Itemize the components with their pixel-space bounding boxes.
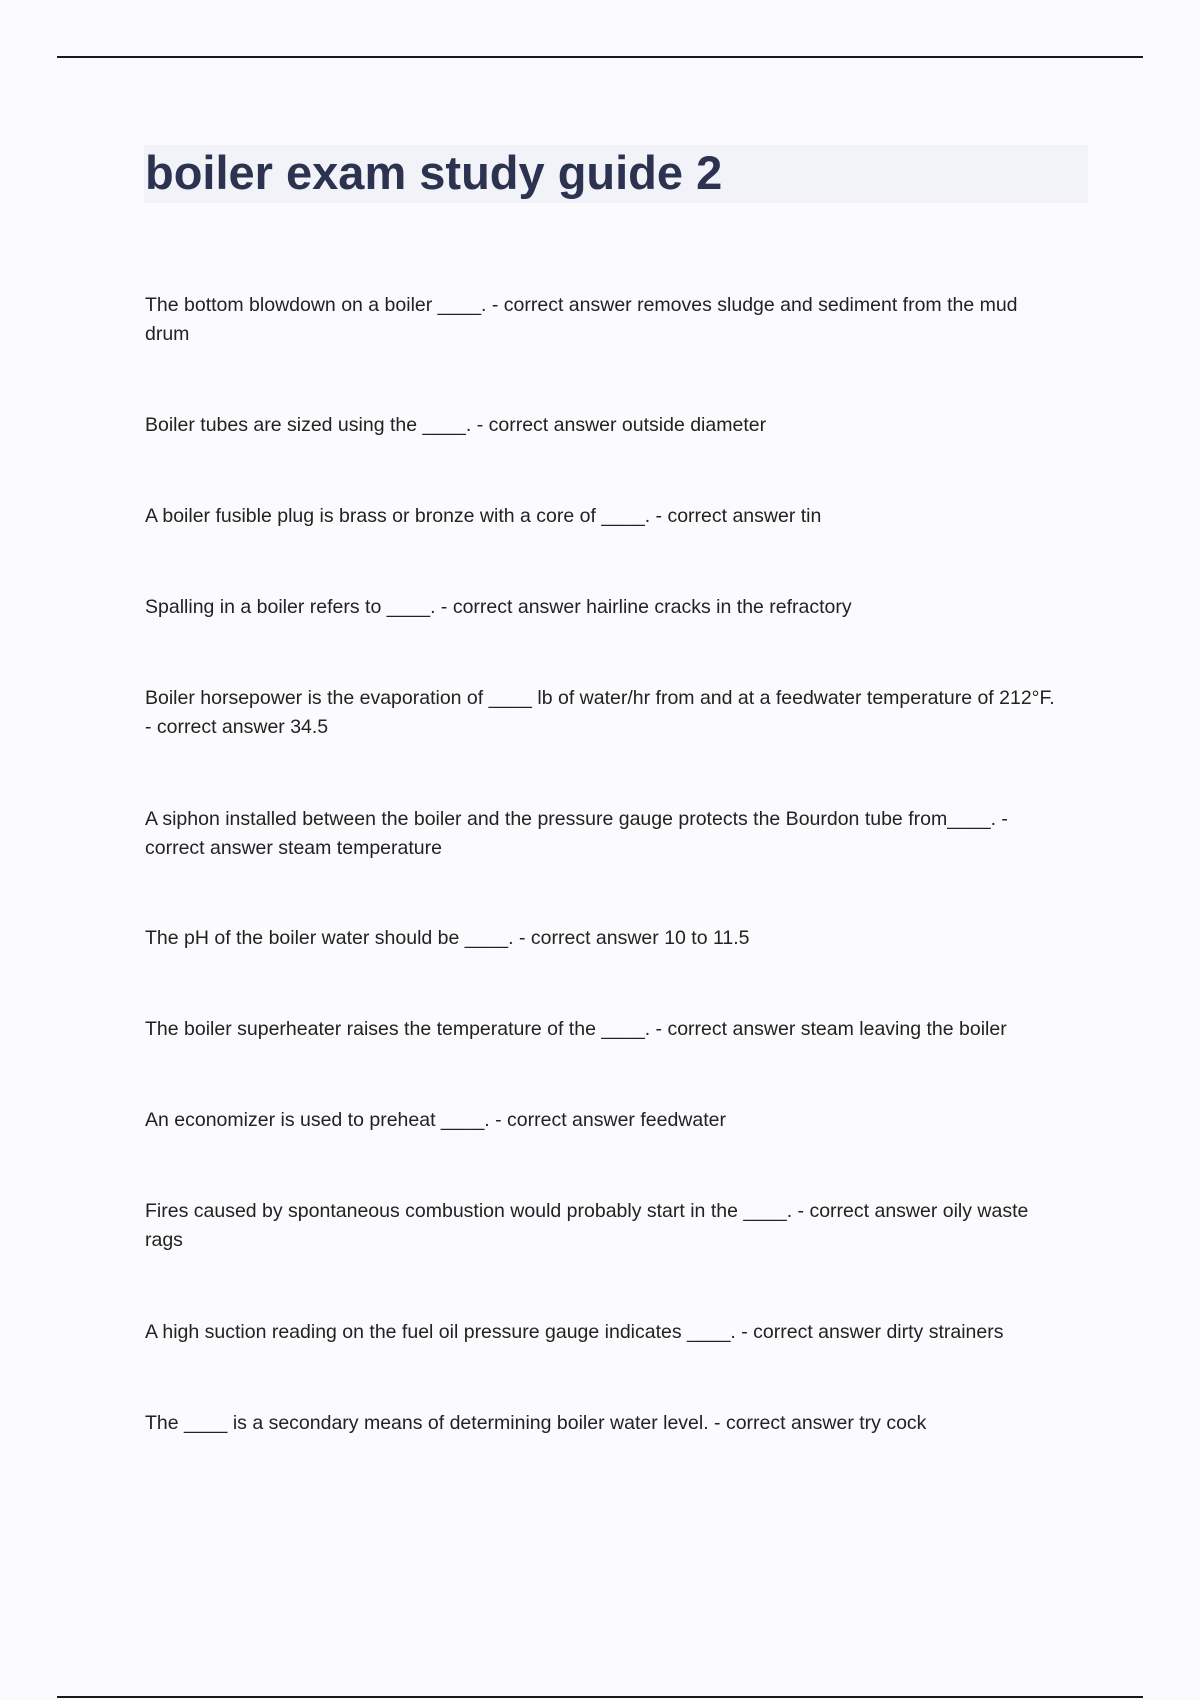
qa-item: The bottom blowdown on a boiler ____. - correct answer removes sludge and sediment from the mud drum <box>145 294 1018 345</box>
bottom-rule <box>57 1696 1143 1698</box>
qa-item: A high suction reading on the fuel oil pressure gauge indicates ____. - correct answer dirty strainers <box>145 1321 1004 1343</box>
document-title: boiler exam study guide 2 <box>145 146 723 199</box>
qa-item: A boiler fusible plug is brass or bronze with a core of ____. - correct answer tin <box>145 505 822 527</box>
qa-item: The ____ is a secondary means of determining boiler water level. - correct answer try cock <box>145 1412 927 1434</box>
qa-item: Boiler horsepower is the evaporation of ____ lb of water/hr from and at a feedwater temperature of 212°F. - correct answer 34.5 <box>145 687 1055 738</box>
qa-item: An economizer is used to preheat ____. - correct answer feedwater <box>145 1109 726 1131</box>
qa-item: Fires caused by spontaneous combustion would probably start in the ____. - correct answer oily waste rags <box>145 1200 1029 1251</box>
qa-item: Spalling in a boiler refers to ____. - correct answer hairline cracks in the refractory <box>145 596 852 618</box>
qa-item: The boiler superheater raises the temperature of the ____. - correct answer steam leaving the boiler <box>145 1018 1007 1040</box>
qa-item: A siphon installed between the boiler and the pressure gauge protects the Bourdon tube from____. - correct answer steam temperature <box>145 808 1008 859</box>
qa-item: Boiler tubes are sized using the ____. - correct answer outside diameter <box>145 414 767 436</box>
qa-item: The pH of the boiler water should be ____. - correct answer 10 to 11.5 <box>145 927 750 949</box>
top-rule <box>57 56 1143 58</box>
